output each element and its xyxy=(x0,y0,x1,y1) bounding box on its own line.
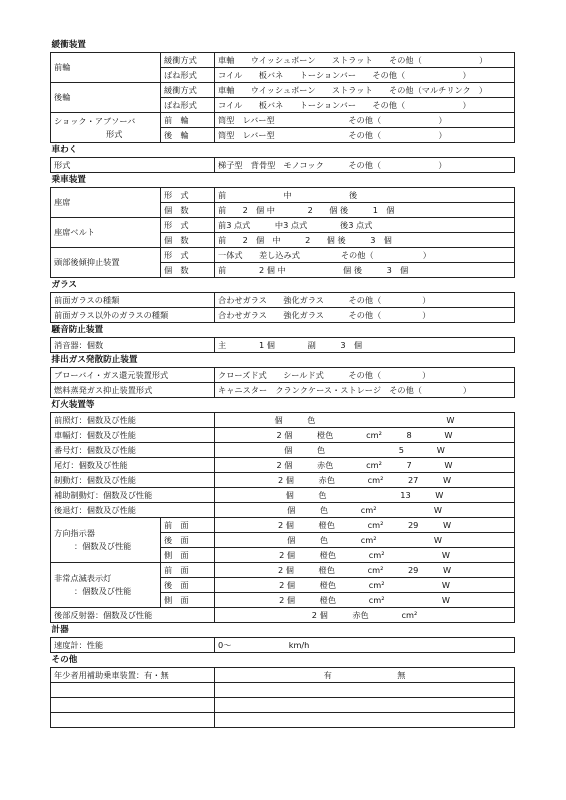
glass-other-label: 前面ガラス以外のガラスの種類 xyxy=(51,308,215,323)
reflector-label: 後部反射器：個数及び性能 xyxy=(51,608,215,623)
turn-signal-title: 方向指示器 xyxy=(54,528,95,538)
headrest-form: 一体式 差し込み式 その他（ ） xyxy=(215,248,515,263)
child-seat-value: 有 無 xyxy=(215,668,515,683)
glass-other-opts: 合わせガラス 強化ガラス その他（ ） xyxy=(215,308,515,323)
glass-front-opts: 合わせガラス 強化ガラス その他（ ） xyxy=(215,293,515,308)
blank-row xyxy=(51,698,215,713)
hazard-front-label: 前 面 xyxy=(161,563,215,578)
buffer-method-label-rear: 緩衝方式 xyxy=(161,83,215,98)
evap-opts: キャニスター クランクケース・ストレージ その他（ ） xyxy=(215,383,515,398)
shock-front-label: 前 輪 xyxy=(161,113,215,128)
section-buffer: 緩衝装置 xyxy=(51,40,86,50)
light-row-label: 番号灯：個数及び性能 xyxy=(51,443,215,458)
section-exhaust: 排出ガス発散防止装置 xyxy=(51,355,138,365)
evap-label: 燃料蒸発ガス抑止装置形式 xyxy=(51,383,215,398)
seat-form-label: 形 式 xyxy=(161,188,215,203)
buffer-front-spring: コイル 板バネ トーションバー その他（ ） xyxy=(215,68,515,83)
seat-form: 前 中 後 xyxy=(215,188,515,203)
belt-form-label: 形 式 xyxy=(161,218,215,233)
shock-absorber-title: ショック・アブソーバ xyxy=(54,115,136,126)
light-row-label: 後退灯：個数及び性能 xyxy=(51,503,215,518)
light-row-value: 2 個 赤色 cm² 27 W xyxy=(215,473,515,488)
light-row-label: 前照灯：個数及び性能 xyxy=(51,413,215,428)
light-row-value: 個 色 cm² W xyxy=(215,503,515,518)
turn-signal-label xyxy=(51,518,161,563)
turn-side-label: 側 面 xyxy=(161,548,215,563)
belt-count: 前 2 個 中 2 個 後 3 個 xyxy=(215,233,515,248)
headrest-label: 頭部後傾抑止装置 xyxy=(51,248,161,278)
buffer-front-label: 前輪 xyxy=(51,53,161,83)
turn-front-label: 前 面 xyxy=(161,518,215,533)
hazard-label xyxy=(51,563,161,608)
hazard-side-value: 2 個 橙色 cm² W xyxy=(215,593,515,608)
belt-label: 座席ベルト xyxy=(51,218,161,248)
reflector-value: 2 個 赤色 cm² xyxy=(215,608,515,623)
buffer-rear-method: 車軸 ウイッシュボーン ストラット その他（マルチリンク ） xyxy=(215,83,515,98)
turn-rear-value: 個 色 cm² W xyxy=(215,533,515,548)
shock-front-opts: 筒型 レバー型 その他（ ） xyxy=(215,113,515,128)
section-noise: 騒音防止装置 xyxy=(51,325,104,335)
light-row-value: 個 色 W xyxy=(215,413,515,428)
turn-rear-label: 後 面 xyxy=(161,533,215,548)
section-gauges: 計器 xyxy=(51,625,69,635)
buffer-rear-label: 後輪 xyxy=(51,83,161,113)
blank-row xyxy=(51,683,215,698)
muffler-label: 消音器：個数 xyxy=(51,338,215,353)
seat-count-label: 個 数 xyxy=(161,203,215,218)
buffer-front-method: 車軸 ウイッシュボーン ストラット その他（ ） xyxy=(215,53,515,68)
hazard-title: 非常点滅表示灯 xyxy=(54,573,112,583)
light-row-label: 制動灯：個数及び性能 xyxy=(51,473,215,488)
blank-row xyxy=(51,713,215,728)
blowby-label: ブローバイ・ガス還元装置形式 xyxy=(51,368,215,383)
hazard-side-label: 側 面 xyxy=(161,593,215,608)
turn-signal-subtitle: ：個数及び性能 xyxy=(74,541,132,551)
headrest-form-label: 形 式 xyxy=(161,248,215,263)
section-other: その他 xyxy=(51,655,78,665)
hazard-front-value: 2 個 橙色 cm² 29 W xyxy=(215,563,515,578)
seat-label: 座席 xyxy=(51,188,161,218)
turn-side-value: 2 個 橙色 cm² W xyxy=(215,548,515,563)
shock-rear-opts: 筒型 レバー型 その他（ ） xyxy=(215,128,515,143)
shock-absorber-subtitle: 形式 xyxy=(106,128,123,139)
buffer-rear-spring: コイル 板バネ トーションバー その他（ ） xyxy=(215,98,515,113)
spec-table xyxy=(50,38,515,728)
glass-front-label: 前面ガラスの種類 xyxy=(51,293,215,308)
blowby-opts: クローズド式 シールド式 その他（ ） xyxy=(215,368,515,383)
child-seat-label: 年少者用補助乗車装置：有・無 xyxy=(51,668,215,683)
buffer-spring-label: ばね形式 xyxy=(161,68,215,83)
section-glass: ガラス xyxy=(51,280,78,290)
hazard-subtitle: ：個数及び性能 xyxy=(74,586,132,596)
belt-form: 前3 点式 中3 点式 後3 点式 xyxy=(215,218,515,233)
hazard-rear-label: 後 面 xyxy=(161,578,215,593)
light-row-label: 車幅灯：個数及び性能 xyxy=(51,428,215,443)
light-row-value: 個 色 5 W xyxy=(215,443,515,458)
headrest-count-label: 個 数 xyxy=(161,263,215,278)
belt-count-label: 個 数 xyxy=(161,233,215,248)
light-row-value: 2 個 赤色 cm² 7 W xyxy=(215,458,515,473)
light-row-label: 補助制動灯：個数及び性能 xyxy=(51,488,215,503)
blank-cell xyxy=(215,683,515,698)
spec-form xyxy=(50,38,514,728)
blank-cell xyxy=(215,713,515,728)
section-lights: 灯火装置等 xyxy=(51,400,95,410)
seat-count: 前 2 個 中 2 個 後 1 個 xyxy=(215,203,515,218)
section-seating: 乗車装置 xyxy=(51,175,86,185)
shock-rear-label: 後 輪 xyxy=(161,128,215,143)
light-row-value: 2 個 橙色 cm² 8 W xyxy=(215,428,515,443)
section-frame: 車わく xyxy=(51,145,78,155)
blank-cell xyxy=(215,698,515,713)
shock-absorber-label xyxy=(51,113,161,143)
speedometer-value: 0～ km/h xyxy=(215,638,515,653)
frame-label: 形式 xyxy=(51,158,215,173)
light-row-value: 個 色 13 W xyxy=(215,488,515,503)
turn-front-value: 2 個 橙色 cm² 29 W xyxy=(215,518,515,533)
buffer-method-label: 緩衝方式 xyxy=(161,53,215,68)
speedometer-label: 速度計：性能 xyxy=(51,638,215,653)
frame-opts: 梯子型 背骨型 モノコック その他（ ） xyxy=(215,158,515,173)
buffer-spring-label-rear: ばね形式 xyxy=(161,98,215,113)
muffler-value: 主 1 個 副 3 個 xyxy=(215,338,515,353)
hazard-rear-value: 2 個 橙色 cm² W xyxy=(215,578,515,593)
headrest-count: 前 2 個 中 個 後 3 個 xyxy=(215,263,515,278)
light-row-label: 尾灯：個数及び性能 xyxy=(51,458,215,473)
